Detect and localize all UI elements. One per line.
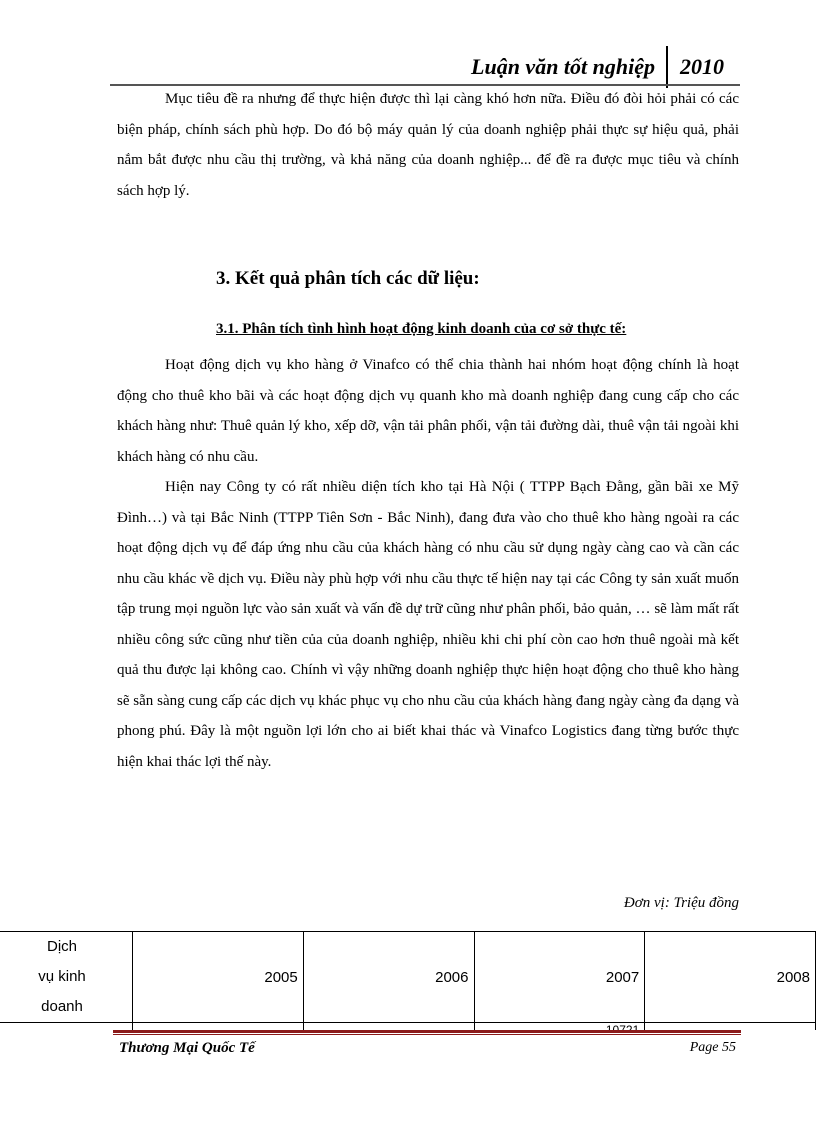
- page-header: [110, 40, 740, 88]
- header-title: Luận văn tốt nghiệp: [471, 54, 655, 79]
- table-header-2006: 2006: [303, 932, 474, 1023]
- table-header-2007: 2007: [474, 932, 645, 1023]
- footer-rule-thin: [113, 1034, 741, 1035]
- header-year: 2010: [680, 54, 724, 79]
- table-header-row: [0, 932, 816, 1023]
- table-header-service-line-3: doanh: [41, 998, 83, 1015]
- table-header-2005: 2005: [133, 932, 304, 1023]
- table-header-2008: 2008: [645, 932, 816, 1023]
- footer-faculty: Thương Mại Quốc Tế: [119, 1040, 255, 1056]
- unit-label: Đơn vị: Triệu đồng: [623, 895, 739, 911]
- header-separator: [666, 46, 668, 88]
- paragraph-3: Hiện nay Công ty có rất nhiều diện tích kho tại Hà Nội ( TTPP Bạch Đằng, gần bãi xe Mỹ Đình…) và tại Bắc Ninh (TTPP Tiên Sơn - Bắc Ninh), đang đưa vào cho thuê kho hàng ngoài ra các hoạt động dịch vụ để đáp ứng nhu cầu của khách hàng có nhu cầu sử dụng ngày càng cao và cần các nhu cầu khác về dịch vụ. Điều này phù hợp với nhu cầu thực tế hiện nay tại các Công ty sản xuất muốn tập trung mọi nguồn lực vào sản xuất và vấn đề dự trữ cũng như phân phối, bảo quản, … sẽ làm mất rất nhiều công sức cũng như tiền của của doanh nghiệp, nhiều khi chi phí còn cao hơn thuê ngoài mà kết quả thu được lại không cao. Chính vì vậy những doanh nghiệp thực hiện hoạt động cho thuê kho hàng sẽ sẵn sàng cung cấp các dịch vụ khác phục vụ cho nhu cầu của khách hàng đang ngày càng đa dạng và phong phú. Đây là một nguồn lợi lớn cho ai biết khai thác và Vinafco Logistics đang từng bước thực hiện khai thác lợi thế này.: [117, 479, 739, 770]
- paragraph-1: Mục tiêu đề ra nhưng để thực hiện được thì lại càng khó hơn nữa. Điều đó đòi hỏi phải có các biện pháp, chính sách phù hợp. Do đó bộ máy quản lý của doanh nghiệp phải thực sự hiệu quả, phải nắm bắt được nhu cầu thị trường, và khả năng của doanh nghiệp... để đề ra được mục tiêu và chính sách hợp lý.: [117, 91, 739, 199]
- footer-page-number: Page 55: [689, 1040, 736, 1055]
- footer-rule: [113, 1030, 741, 1033]
- paragraph-2: Hoạt động dịch vụ kho hàng ở Vinafco có thể chia thành hai nhóm hoạt động chính là hoạt động cho thuê kho bãi và các hoạt động dịch vụ quanh kho mà doanh nghiệp đang cung cấp cho các khách hàng như: Thuê quản lý kho, xếp dỡ, vận tải phân phối, vận tải đường dài, thuê vận tải ngoài khi khách hàng có nhu cầu.: [117, 357, 739, 465]
- table-header-service-line-2: vụ kinh: [38, 968, 86, 985]
- subsection-heading-3-1: 3.1. Phân tích tình hình hoạt động kinh doanh của cơ sở thực tế:: [216, 321, 627, 337]
- table-header-service-line-1: Dịch: [46, 938, 77, 955]
- section-heading-3: 3. Kết quả phân tích các dữ liệu:: [216, 268, 480, 289]
- table-header-service: [0, 932, 133, 1023]
